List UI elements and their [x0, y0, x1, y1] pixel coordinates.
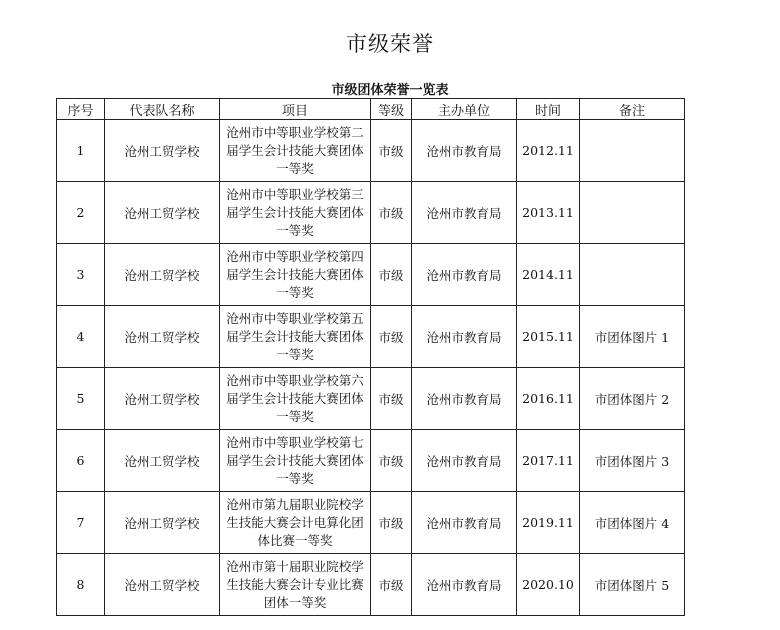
cell-level: 市级 [371, 554, 412, 616]
cell-project: 沧州市中等职业学校第三届学生会计技能大赛团体一等奖 [220, 182, 371, 244]
header-time: 时间 [517, 99, 580, 120]
cell-project: 沧州市中等职业学校第四届学生会计技能大赛团体一等奖 [220, 244, 371, 306]
table-row [57, 430, 685, 492]
cell-organizer: 沧州市教育局 [412, 430, 517, 492]
cell-project: 沧州市第十届职业院校学生技能大赛会计专业比赛团体一等奖 [220, 554, 371, 616]
page-title: 市级荣誉 [346, 32, 434, 56]
header-project: 项目 [220, 99, 371, 120]
cell-note [580, 120, 685, 182]
cell-level: 市级 [371, 430, 412, 492]
header-organizer: 主办单位 [412, 99, 517, 120]
table-row [57, 306, 685, 368]
table-row [57, 182, 685, 244]
cell-project: 沧州市中等职业学校第六届学生会计技能大赛团体一等奖 [220, 368, 371, 430]
cell-team: 沧州工贸学校 [105, 120, 220, 182]
cell-no: 1 [57, 120, 105, 182]
cell-project: 沧州市中等职业学校第七届学生会计技能大赛团体一等奖 [220, 430, 371, 492]
cell-team: 沧州工贸学校 [105, 182, 220, 244]
cell-team: 沧州工贸学校 [105, 368, 220, 430]
cell-no: 7 [57, 492, 105, 554]
cell-level: 市级 [371, 120, 412, 182]
cell-team: 沧州工贸学校 [105, 430, 220, 492]
cell-no: 4 [57, 306, 105, 368]
cell-note: 市团体图片 2 [580, 368, 685, 430]
cell-time: 2020.10 [517, 554, 580, 616]
cell-organizer: 沧州市教育局 [412, 182, 517, 244]
cell-no: 3 [57, 244, 105, 306]
cell-organizer: 沧州市教育局 [412, 306, 517, 368]
header-level: 等级 [371, 99, 412, 120]
header-team: 代表队名称 [105, 99, 220, 120]
table-caption: 市级团体荣誉一览表 [331, 83, 449, 98]
cell-organizer: 沧州市教育局 [412, 244, 517, 306]
cell-note: 市团体图片 1 [580, 306, 685, 368]
cell-level: 市级 [371, 244, 412, 306]
cell-time: 2013.11 [517, 182, 580, 244]
cell-no: 6 [57, 430, 105, 492]
cell-note [580, 244, 685, 306]
cell-team: 沧州工贸学校 [105, 244, 220, 306]
cell-organizer: 沧州市教育局 [412, 492, 517, 554]
cell-note: 市团体图片 5 [580, 554, 685, 616]
cell-note: 市团体图片 4 [580, 492, 685, 554]
cell-team: 沧州工贸学校 [105, 306, 220, 368]
cell-time: 2017.11 [517, 430, 580, 492]
cell-no: 8 [57, 554, 105, 616]
table-row [57, 554, 685, 616]
cell-no: 2 [57, 182, 105, 244]
table-row [57, 492, 685, 554]
cell-project: 沧州市中等职业学校第五届学生会计技能大赛团体一等奖 [220, 306, 371, 368]
table-header-row [57, 99, 685, 120]
table-row [57, 368, 685, 430]
header-note: 备注 [580, 99, 685, 120]
cell-project: 沧州市第九届职业院校学生技能大赛会计电算化团体比赛一等奖 [220, 492, 371, 554]
cell-project: 沧州市中等职业学校第二届学生会计技能大赛团体一等奖 [220, 120, 371, 182]
cell-organizer: 沧州市教育局 [412, 368, 517, 430]
table-row [57, 244, 685, 306]
cell-organizer: 沧州市教育局 [412, 120, 517, 182]
cell-team: 沧州工贸学校 [105, 554, 220, 616]
cell-time: 2016.11 [517, 368, 580, 430]
cell-time: 2012.11 [517, 120, 580, 182]
header-no: 序号 [57, 99, 105, 120]
cell-no: 5 [57, 368, 105, 430]
cell-time: 2015.11 [517, 306, 580, 368]
cell-level: 市级 [371, 182, 412, 244]
cell-organizer: 沧州市教育局 [412, 554, 517, 616]
cell-team: 沧州工贸学校 [105, 492, 220, 554]
honors-table [56, 98, 685, 616]
cell-note [580, 182, 685, 244]
cell-time: 2014.11 [517, 244, 580, 306]
cell-note: 市团体图片 3 [580, 430, 685, 492]
table-row [57, 120, 685, 182]
cell-level: 市级 [371, 368, 412, 430]
cell-level: 市级 [371, 306, 412, 368]
cell-time: 2019.11 [517, 492, 580, 554]
cell-level: 市级 [371, 492, 412, 554]
